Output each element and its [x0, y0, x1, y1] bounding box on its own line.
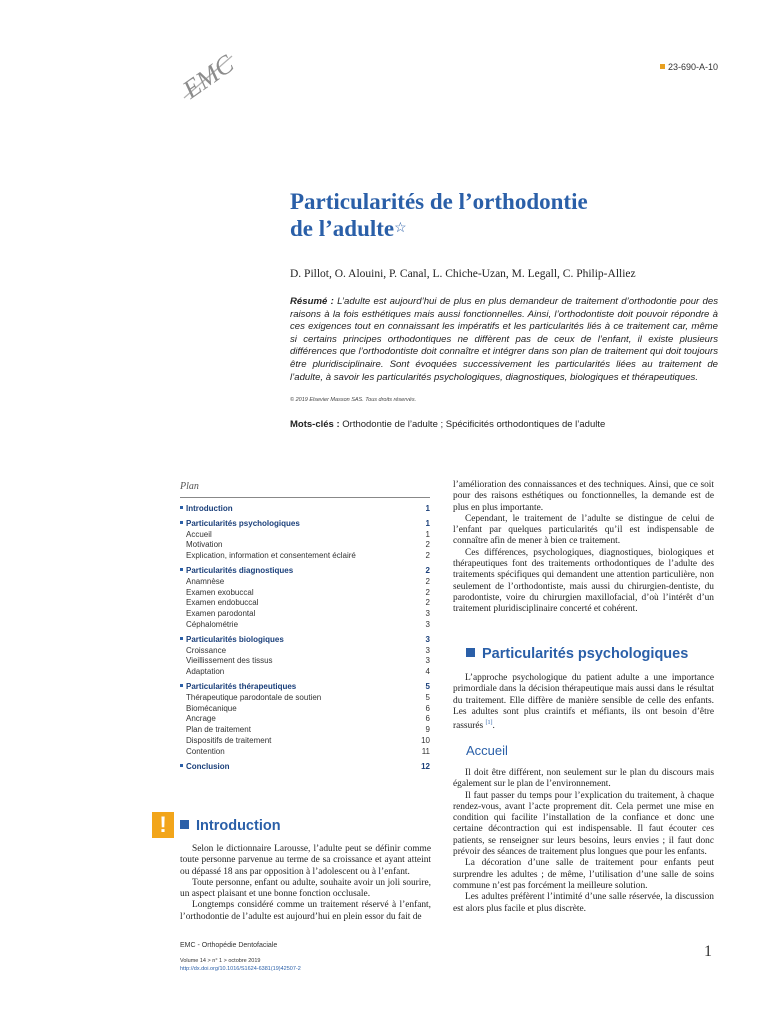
plan-subsection-entry[interactable] — [180, 609, 430, 620]
abstract-label: Résumé : — [290, 296, 334, 307]
plan-entry-label: Biomécanique — [186, 703, 237, 713]
accueil-paragraph: Il faut passer du temps pour l’explication du traitement, à chaque rendez-vous, avant l’acte proprement dit. Cela permet une mise en condition qui facilite l’installation de la confiance et donc une certaine décontraction qui est indispensable. Il faut écouter ces patients, se renseigner sur leurs besoins, leurs envies ; il faut donc prévoir des séances de traitement plus longues que pour les enfants. — [453, 790, 714, 858]
bullet-square-icon — [180, 521, 183, 524]
plan-entry-label: Conclusion — [186, 761, 230, 771]
document-id — [660, 62, 718, 72]
accueil-paragraph: La décoration d’une salle de traitement pour enfants peut surprendre les adultes ; de même, l’utilisation d’une salle de soins commune n’est pas forcément la meilleure solution. — [453, 858, 714, 891]
emc-logo — [178, 52, 238, 104]
plan-entry-label: Particularités biologiques — [186, 634, 284, 644]
plan-entry-label: Particularités diagnostiques — [186, 565, 294, 575]
plan-entry-label: Ancrage — [186, 714, 216, 724]
heading-square-icon — [180, 820, 189, 829]
abstract — [290, 296, 718, 384]
plan-entry-page: 6 — [425, 714, 430, 724]
keywords-text: Orthodontie de l’adulte ; Spécificités orthodontiques de l’adulte — [342, 419, 606, 430]
keywords — [290, 419, 720, 430]
emc-logo-mark — [178, 52, 238, 104]
authors: D. Pillot, O. Alouini, P. Canal, L. Chiche-Uzan, M. Legall, C. Philip-Alliez — [290, 268, 636, 280]
plan-entry-label: Particularités psychologiques — [186, 518, 300, 528]
plan-entry-label: Contention — [186, 746, 225, 756]
intro-paragraph: Ces différences, psychologiques, diagnostiques, biologiques et thérapeutiques font des traitements orthodontiques de l’adulte des traitements spécifiques qui demandent une attention particulière, non seulement de l’orthodontiste, mais aussi du chirurgien-dentiste, du parodontiste, voire du chirurgien maxillofacial, d’où l’intérêt d’un traitement pluridisciplinaire concerté et cohérent. — [453, 547, 714, 615]
bullet-square-icon — [180, 506, 183, 509]
plan-subsection-entry[interactable] — [180, 736, 430, 747]
intro-paragraph: Toute personne, enfant ou adulte, souhaite avoir un joli sourire, un aspect plaisant et une bonne fonction occlusale. — [180, 877, 431, 900]
plan-entry-label: Dispositifs de traitement — [186, 735, 272, 745]
introduction-heading — [180, 818, 281, 834]
introduction-heading-text: Introduction — [196, 818, 281, 834]
plan-entry-page: 1 — [425, 529, 430, 539]
plan-subsection-entry[interactable] — [180, 620, 430, 631]
plan-section-entry[interactable] — [180, 504, 430, 515]
abstract-text: L’adulte est aujourd’hui de plus en plus demandeur de traitement d’orthodontie pour des raisons à la fois esthétiques mais aussi fonctionnelles. Ainsi, l’orthodontiste doit pouvoir répondre à ces exigences tout en connaissant les impératifs et les particularités liés à ce traitement car, même si certains principes orthodontiques ne diffèrent pas de ceux de l’enfant, il existe plusieurs différences que l’orthodontiste doit connaître et intégrer dans son plan de traitement qui doit toujours être pluridisciplinaire. Sont évoquées successivement les particularités liées au traitement de l’adulte, à savoir les particularités psychologiques, diagnostiques, biologiques et thérapeutiques. — [290, 296, 718, 383]
plan-entry-page: 3 — [425, 656, 430, 666]
plan-subsection-entry[interactable] — [180, 530, 430, 541]
intro-paragraph: l’amélioration des connaissances et des techniques. Ainsi, que ce soit pour des raisons esthétiques ou fonctionnelles, la demande est de plus en plus importante. — [453, 480, 714, 513]
plan-entry-label: Vieillissement des tissus — [186, 656, 273, 666]
plan-entry-page: 5 — [425, 692, 430, 702]
intro-paragraph: Longtemps considéré comme un traitement réservé à l’enfant, l’orthodontie de l’adulte est aujourd’hui en plein essor du fait de — [180, 900, 431, 922]
plan-subsection-entry[interactable] — [180, 551, 430, 562]
plan-entry-label: Croissance — [186, 645, 227, 655]
plan-entry-label: Anamnèse — [186, 576, 225, 586]
plan-subsection-entry[interactable] — [180, 714, 430, 725]
introduction-text — [180, 844, 431, 923]
plan-entry-label: Particularités thérapeutiques — [186, 681, 297, 691]
copyright: © 2019 Elsevier Masson SAS. Tous droits réservés. — [290, 397, 417, 403]
plan-entry-page: 11 — [421, 746, 430, 756]
psychological-text: L’approche psychologique du patient adulte a une importance primordiale dans la décision thérapeutique mais aussi dans le résultat du traitement. Elle diffère de manière sensible de celle des enfants. Les adultes sont plus craintifs et méfiants, ils ont besoin d’être rassurés [1]. — [453, 673, 714, 732]
psych-paragraph: L’approche psychologique du patient adulte a une importance primordiale dans la décision thérapeutique mais aussi dans le résultat du traitement. Elle diffère de manière sensible de celle des enfants. Les adultes sont plus craintifs et méfiants, ils ont besoin d’être rassurés — [453, 673, 714, 732]
plan-subsection-entry[interactable] — [180, 725, 430, 736]
plan-entry-page: 3 — [425, 634, 430, 644]
plan-subsection-entry[interactable] — [180, 656, 430, 667]
plan-entry-page: 9 — [425, 725, 430, 735]
key-point-icon: ! — [152, 812, 174, 838]
logo-text: EMC — [178, 52, 238, 104]
plan-subsection-entry[interactable] — [180, 667, 430, 678]
plan-title: Plan — [180, 481, 199, 492]
plan-entry-label: Examen endobuccal — [186, 598, 259, 608]
plan-entry-page: 5 — [425, 681, 430, 691]
plan-entry-label: Thérapeutique parodontale de soutien — [186, 692, 322, 702]
plan-entry-page: 3 — [425, 609, 430, 619]
plan-entry-label: Examen parodontal — [186, 609, 256, 619]
intro-paragraph: Cependant, le traitement de l’adulte se distingue de celui de l’enfant par quelques particularités qu’il est indispensable de connaître afin de mener à bien ce traitement. — [453, 513, 714, 547]
reference-link[interactable]: [1] — [485, 720, 493, 727]
plan-entry-label: Examen exobuccal — [186, 587, 254, 597]
article-title — [290, 188, 710, 242]
heading-square-icon — [466, 648, 475, 657]
plan-entry-label: Motivation — [186, 540, 223, 550]
plan-section-entry[interactable] — [180, 566, 430, 577]
introduction-continued — [453, 480, 714, 616]
plan-section-entry[interactable] — [180, 762, 430, 773]
plan-entry-page: 2 — [425, 598, 430, 608]
keywords-label: Mots-clés : — [290, 419, 340, 430]
plan-subsection-entry[interactable] — [180, 747, 430, 758]
plan-entry-page: 3 — [425, 619, 430, 629]
page-number: 1 — [704, 943, 712, 960]
accueil-paragraph: Les adultes préfèrent l’intimité d’une salle réservée, la discussion est alors plus facile et plus discrète. — [453, 892, 714, 914]
plan-entry-page: 2 — [425, 551, 430, 561]
plan-entry-page: 2 — [425, 565, 430, 575]
plan-entry-label: Explication, information et consentement éclairé — [186, 551, 356, 561]
footer-doi-link[interactable]: http://dx.doi.org/10.1016/S1624-6381(19)42507-2 — [180, 966, 301, 972]
plan-entry-page: 1 — [425, 504, 430, 513]
doc-id-marker-icon — [660, 64, 665, 69]
footer-volume: Volume 14 > n° 1 > octobre 2019 — [180, 958, 261, 964]
plan-entry-page: 12 — [421, 761, 430, 771]
plan-section-entry[interactable] — [180, 519, 430, 530]
plan-entry-label: Céphalométrie — [186, 619, 239, 629]
plan-entry-page: 2 — [425, 576, 430, 586]
plan-list — [180, 504, 430, 772]
plan-subsection-entry[interactable] — [180, 693, 430, 704]
plan-entry-label: Accueil — [186, 529, 212, 539]
plan-subsection-entry[interactable] — [180, 577, 430, 588]
plan-entry-label: Introduction — [186, 504, 233, 513]
bullet-square-icon — [180, 568, 183, 571]
plan-subsection-entry[interactable] — [180, 588, 430, 599]
plan-entry-label: Plan de traitement — [186, 725, 251, 735]
title-line-1: Particularités de l’orthodontie — [290, 189, 588, 214]
psychological-heading — [466, 646, 688, 662]
plan-subsection-entry[interactable] — [180, 704, 430, 715]
plan-entry-page: 2 — [425, 540, 430, 550]
plan-subsection-entry[interactable] — [180, 598, 430, 609]
intro-paragraph: Selon le dictionnaire Larousse, l’adulte peut se définir comme toute personne parvenue au terme de sa croissance et ayant atteint ou dépassé 18 ans par opposition à l’adolescent ou à l’enfant. — [180, 844, 431, 877]
accueil-text — [453, 768, 714, 915]
plan-entry-label: Adaptation — [186, 667, 225, 677]
plan-entry-page: 3 — [425, 645, 430, 655]
bullet-square-icon — [180, 637, 183, 640]
plan-entry-page: 1 — [425, 518, 430, 528]
accueil-paragraph: Il doit être différent, non seulement sur le plan du discours mais également sur le plan de l’environnement. — [453, 768, 714, 790]
plan-subsection-entry[interactable] — [180, 540, 430, 551]
doc-id-text: 23-690-A-10 — [668, 62, 719, 72]
plan-subsection-entry[interactable] — [180, 646, 430, 657]
bullet-square-icon — [180, 764, 183, 767]
plan-entry-page: 10 — [421, 735, 430, 745]
plan-section-entry[interactable] — [180, 682, 430, 693]
accueil-heading: Accueil — [466, 743, 508, 758]
plan-entry-page: 4 — [425, 667, 430, 677]
footer-journal: EMC - Orthopédie Dentofaciale — [180, 942, 278, 949]
plan-divider — [180, 497, 430, 498]
psychological-heading-text: Particularités psychologiques — [482, 646, 689, 662]
title-line-2: de l’adulte — [290, 216, 395, 241]
plan-entry-page: 6 — [425, 703, 430, 713]
plan-entry-page: 2 — [425, 587, 430, 597]
plan-section-entry[interactable] — [180, 635, 430, 646]
title-footnote-star-icon[interactable]: ☆ — [394, 221, 407, 236]
bullet-square-icon — [180, 684, 183, 687]
